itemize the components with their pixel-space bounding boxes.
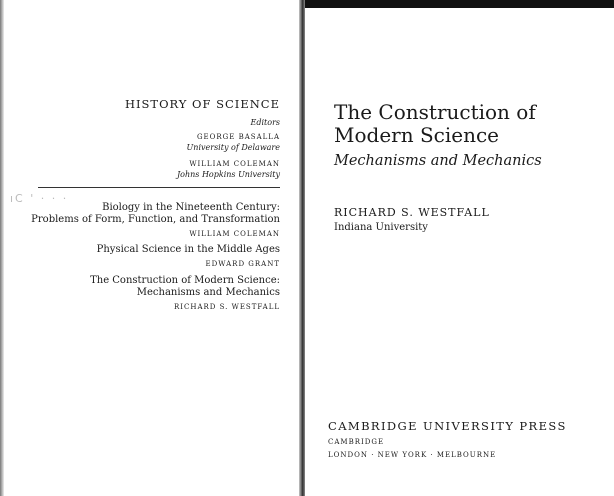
publisher-name: CAMBRIDGE UNIVERSITY PRESS [328, 419, 567, 433]
book-author: RICHARD S. WESTFALL [173, 303, 280, 311]
publisher-city: CAMBRIDGE [328, 438, 385, 446]
author-name: RICHARD S. WESTFALL [334, 206, 490, 219]
book-author: WILLIAM COLEMAN [189, 230, 280, 238]
book-author: EDWARD GRANT [205, 260, 280, 268]
book-title-line: The Construction of Modern Science: [90, 275, 280, 286]
book-title-line: Modern Science [334, 123, 500, 147]
book-title-line: The Construction of [334, 100, 536, 124]
book-title-line: Problems of Form, Function, and Transformation [31, 214, 280, 225]
series-title: HISTORY OF SCIENCE [124, 97, 280, 111]
publisher-cities: LONDON · NEW YORK · MELBOURNE [328, 451, 497, 459]
book-title [334, 101, 536, 147]
editor-name: WILLIAM COLEMAN [189, 160, 280, 168]
book-title-line: Physical Science in the Middle Ages [96, 244, 280, 255]
series-page [0, 0, 298, 496]
editor-affiliation: University of Delaware [186, 143, 280, 152]
editor-name: GEORGE BASALLA [196, 133, 280, 141]
author-affiliation: Indiana University [334, 222, 428, 233]
editor-affiliation: Johns Hopkins University [176, 170, 280, 179]
book-subtitle: Mechanisms and Mechanics [334, 153, 542, 169]
title-page [305, 0, 614, 496]
book-title-line: Mechanisms and Mechanics [136, 287, 280, 298]
book-title-line: Biology in the Nineteenth Century: [102, 202, 280, 213]
editors-label: Editors [250, 118, 280, 127]
scan-artifact: ıC ' · · · [10, 192, 69, 205]
series-divider [38, 187, 280, 188]
